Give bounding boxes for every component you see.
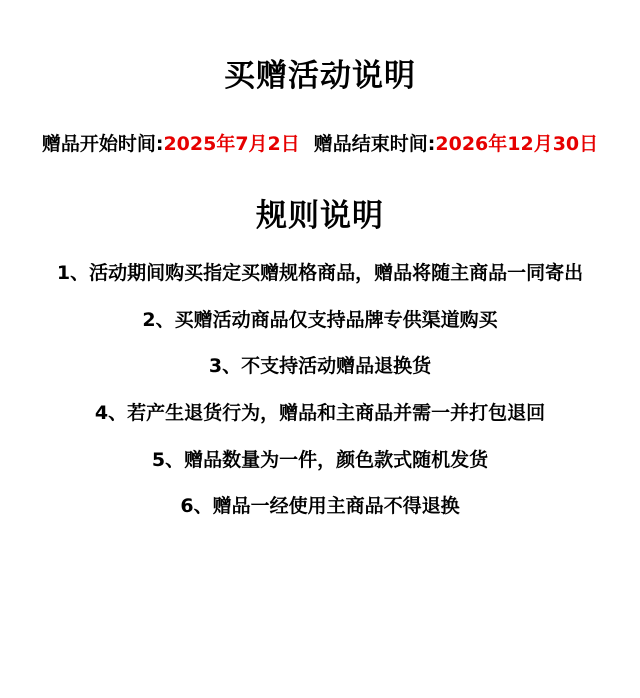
rule-item: 4、若产生退货行为，赠品和主商品并需一并打包退回 bbox=[94, 402, 546, 425]
gift-end-date: 2026年12月30日 bbox=[435, 133, 599, 156]
rule-item: 1、活动期间购买指定买赠规格商品，赠品将随主商品一同寄出 bbox=[56, 262, 584, 285]
gift-start-label: 赠品开始时间: bbox=[41, 133, 164, 156]
promo-rules-page bbox=[0, 58, 640, 698]
gift-end-label: 赠品结束时间: bbox=[313, 133, 436, 156]
rules-list bbox=[0, 261, 640, 520]
gift-start-date: 2025年7月2日 bbox=[163, 133, 300, 156]
rule-item: 5、赠品数量为一件，颜色款式随机发货 bbox=[151, 448, 489, 471]
page-title: 买赠活动说明 bbox=[224, 58, 416, 94]
rule-item: 2、买赠活动商品仅支持品牌专供渠道购买 bbox=[142, 308, 498, 331]
rules-heading: 规则说明 bbox=[256, 198, 384, 235]
gift-period-row bbox=[0, 129, 640, 156]
rule-item: 6、赠品一经使用主商品不得退换 bbox=[180, 495, 460, 518]
rule-item: 3、不支持活动赠品退换货 bbox=[208, 355, 432, 378]
